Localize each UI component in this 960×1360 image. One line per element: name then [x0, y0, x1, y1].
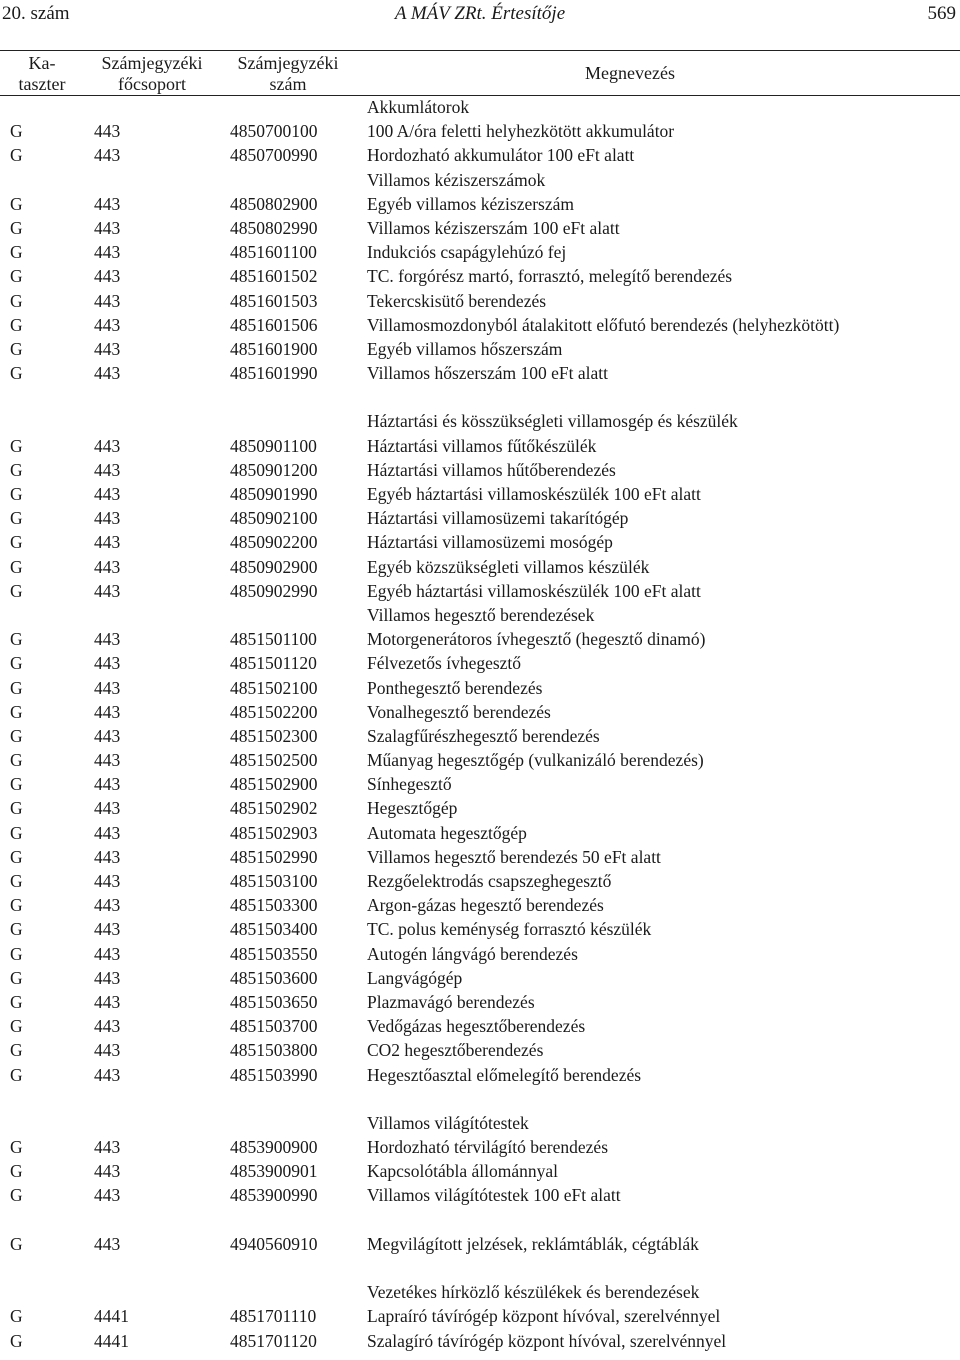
- kataszter-cell: G: [10, 725, 23, 746]
- focsoport-cell: 443: [94, 508, 121, 529]
- table-row: [0, 482, 960, 506]
- kataszter-cell: G: [10, 871, 23, 891]
- table-row: [0, 1014, 960, 1038]
- szam-cell: 4850700990: [230, 145, 318, 166]
- szam-cell: 4851601990: [230, 363, 318, 384]
- table-row: [0, 289, 960, 313]
- page-number: 569: [927, 3, 956, 24]
- kataszter-cell: G: [10, 919, 23, 940]
- kataszter-cell: G: [10, 967, 23, 988]
- table-row: [0, 1135, 960, 1159]
- table-row: [0, 627, 960, 651]
- page-header: [0, 0, 960, 32]
- table-row: [0, 1232, 960, 1256]
- kataszter-cell: G: [10, 1233, 23, 1254]
- szam-cell: 4850901200: [230, 459, 318, 480]
- kataszter-cell: G: [10, 1306, 23, 1327]
- szam-cell: 4851503600: [230, 967, 318, 988]
- focsoport-cell: 443: [94, 193, 121, 214]
- table-row: [0, 772, 960, 796]
- column-header-focsoport: Számjegyzéki főcsoport: [101, 53, 203, 94]
- megnevezes-cell: Indukciós csapágylehúzó fej: [367, 242, 567, 263]
- focsoport-cell: 443: [94, 967, 121, 988]
- kataszter-cell: G: [10, 846, 23, 867]
- issue-number: 20. szám: [2, 3, 70, 24]
- focsoport-cell: 443: [94, 242, 121, 263]
- table-row: [0, 1159, 960, 1183]
- focsoport-cell: 443: [94, 314, 121, 335]
- table-body: [0, 95, 960, 1353]
- section-heading-row: [0, 1111, 960, 1135]
- megnevezes-cell: Egyéb villamos kéziszerszám: [367, 193, 575, 214]
- szam-cell: 4851502900: [230, 774, 318, 795]
- szam-cell: 4851601100: [230, 242, 317, 263]
- column-header-szam: Számjegyzéki szám: [237, 53, 339, 94]
- szam-cell: 4850902900: [230, 556, 318, 577]
- szam-cell: 4850902990: [230, 580, 318, 601]
- focsoport-cell: 443: [94, 1233, 121, 1254]
- megnevezes-cell: Háztartási villamosüzemi mosógép: [367, 532, 613, 553]
- focsoport-cell: 443: [94, 363, 121, 384]
- focsoport-cell: 443: [94, 145, 121, 166]
- table-row: [0, 990, 960, 1014]
- focsoport-cell: 443: [94, 725, 121, 746]
- kataszter-cell: G: [10, 701, 23, 722]
- kataszter-cell: G: [10, 556, 23, 577]
- table-row: [0, 748, 960, 772]
- megnevezes-cell: CO2 hegesztőberendezés: [367, 1040, 544, 1061]
- szam-cell: 4853900900: [230, 1137, 318, 1158]
- megnevezes-cell: Szalagfűrészhegesztő berendezés: [367, 725, 600, 746]
- focsoport-cell: 443: [94, 701, 121, 722]
- szam-cell: 4851503300: [230, 895, 318, 916]
- table-row: [0, 434, 960, 458]
- megnevezes-cell: Argon-gázas hegesztő berendezés: [367, 895, 604, 916]
- megnevezes-cell: Hegesztőgép: [367, 798, 458, 819]
- szam-cell: 4850802990: [230, 217, 318, 238]
- focsoport-cell: 443: [94, 919, 121, 940]
- table-row: [0, 579, 960, 603]
- focsoport-cell: 443: [94, 1137, 121, 1158]
- table-column-headers: [0, 51, 960, 95]
- focsoport-cell: 443: [94, 677, 121, 698]
- megnevezes-cell: Lapraíró távírógép központ hívóval, szerelvénnyel: [367, 1306, 721, 1327]
- section-heading-row: [0, 1280, 960, 1304]
- kataszter-cell: G: [10, 508, 23, 529]
- table-row: [0, 966, 960, 990]
- focsoport-cell: 443: [94, 750, 121, 771]
- focsoport-cell: 4441: [94, 1330, 129, 1351]
- megnevezes-cell: Egyéb villamos hőszerszám: [367, 338, 563, 359]
- szam-cell: 4851701110: [230, 1306, 317, 1327]
- focsoport-cell: 443: [94, 121, 121, 142]
- table-row: [0, 700, 960, 724]
- table-row: [0, 143, 960, 167]
- table-row: [0, 1329, 960, 1353]
- column-header-kataszter: Ka- taszter: [18, 53, 66, 94]
- table-row: [0, 724, 960, 748]
- table-row: [0, 1038, 960, 1062]
- focsoport-cell: 443: [94, 290, 121, 311]
- kataszter-cell: G: [10, 266, 23, 287]
- szam-cell: 4850901990: [230, 484, 318, 504]
- szam-cell: 4850700100: [230, 121, 318, 142]
- kataszter-cell: G: [10, 774, 23, 795]
- szam-cell: 4851503700: [230, 1016, 318, 1037]
- table-row: [0, 361, 960, 385]
- megnevezes-cell: Plazmavágó berendezés: [367, 991, 535, 1012]
- section-heading-row: [0, 603, 960, 627]
- table-row: [0, 192, 960, 216]
- megnevezes-cell: Háztartási villamosüzemi takarítógép: [367, 508, 629, 529]
- section-heading: Háztartási és kösszükségleti villamosgép és készülék: [367, 411, 738, 432]
- szam-cell: 4851502300: [230, 725, 318, 746]
- megnevezes-cell: Vedőgázas hegesztőberendezés: [367, 1016, 586, 1037]
- table-row: [0, 506, 960, 530]
- megnevezes-cell: Villamos hőszerszám 100 eFt alatt: [367, 363, 608, 384]
- focsoport-cell: 443: [94, 1040, 121, 1061]
- focsoport-cell: 443: [94, 895, 121, 916]
- megnevezes-cell: Villamos hegesztő berendezés 50 eFt alatt: [367, 846, 661, 867]
- megnevezes-cell: 100 A/óra feletti helyhezkötött akkumulátor: [367, 121, 675, 142]
- szam-cell: 4851503400: [230, 919, 318, 940]
- megnevezes-cell: Szalagíró távírógép központ hívóval, szerelvénnyel: [367, 1330, 727, 1351]
- kataszter-cell: G: [10, 145, 23, 166]
- kataszter-cell: G: [10, 750, 23, 771]
- table-row: [0, 676, 960, 700]
- kataszter-cell: G: [10, 338, 23, 359]
- kataszter-cell: G: [10, 1064, 23, 1085]
- szam-cell: 4851601506: [230, 314, 318, 335]
- kataszter-cell: G: [10, 314, 23, 335]
- table-row: [0, 893, 960, 917]
- focsoport-cell: 443: [94, 846, 121, 867]
- table-row: [0, 651, 960, 675]
- megnevezes-cell: Villamos világítótestek 100 eFt alatt: [367, 1185, 621, 1206]
- szam-cell: 4851503650: [230, 991, 318, 1012]
- megnevezes-cell: Autogén lángvágó berendezés: [367, 943, 578, 964]
- table-row: [0, 313, 960, 337]
- megnevezes-cell: Egyéb háztartási villamoskészülék 100 eFt alatt: [367, 580, 701, 601]
- kataszter-cell: G: [10, 629, 23, 650]
- table-row: [0, 264, 960, 288]
- szam-cell: 4851601900: [230, 338, 318, 359]
- kataszter-cell: G: [10, 798, 23, 819]
- megnevezes-cell: Kapcsolótábla állománnyal: [367, 1161, 558, 1182]
- publication-title: A MÁV ZRt. Értesítője: [394, 3, 566, 24]
- kataszter-cell: G: [10, 435, 23, 456]
- section-heading: Akkumlátorok: [367, 97, 470, 117]
- focsoport-cell: 443: [94, 1161, 121, 1182]
- szam-cell: 4853900990: [230, 1185, 318, 1206]
- focsoport-cell: 443: [94, 629, 121, 650]
- section-heading: Villamos kéziszerszámok: [367, 169, 546, 190]
- table-row: [0, 845, 960, 869]
- szam-cell: 4851502100: [230, 677, 318, 698]
- table-row: [0, 337, 960, 361]
- focsoport-cell: 443: [94, 1016, 121, 1037]
- szam-cell: 4850802900: [230, 193, 318, 214]
- megnevezes-cell: Langvágógép: [367, 967, 463, 988]
- megnevezes-cell: Sínhegesztő: [367, 774, 452, 795]
- megnevezes-cell: Hordozható térvilágító berendezés: [367, 1137, 609, 1158]
- focsoport-cell: 443: [94, 943, 121, 964]
- blank-row: [0, 1256, 960, 1280]
- szam-cell: 4851502903: [230, 822, 318, 843]
- focsoport-cell: 4441: [94, 1306, 129, 1327]
- kataszter-cell: G: [10, 532, 23, 553]
- megnevezes-cell: Hegesztőasztal előmelegítő berendezés: [367, 1064, 642, 1085]
- megnevezes-cell: Megvilágított jelzések, reklámtáblák, cégtáblák: [367, 1233, 699, 1254]
- column-header-megnevezes: Megnevezés: [585, 63, 675, 83]
- table-row: [0, 869, 960, 893]
- kataszter-cell: G: [10, 290, 23, 311]
- szam-cell: 4853900901: [230, 1161, 318, 1182]
- szam-cell: 4851503100: [230, 871, 318, 891]
- kataszter-cell: G: [10, 1330, 23, 1351]
- kataszter-cell: G: [10, 193, 23, 214]
- megnevezes-cell: Ponthegesztő berendezés: [367, 677, 543, 698]
- section-heading: Villamos világítótestek: [367, 1112, 529, 1133]
- megnevezes-cell: Vonalhegesztő berendezés: [367, 701, 551, 722]
- table-row: [0, 216, 960, 240]
- table-row: [0, 240, 960, 264]
- kataszter-cell: G: [10, 1161, 23, 1182]
- blank-row: [0, 1208, 960, 1232]
- kataszter-cell: G: [10, 822, 23, 843]
- megnevezes-cell: Villamosmozdonyból átalakitott előfutó berendezés (helyhezkötött): [367, 314, 840, 335]
- megnevezes-cell: Háztartási villamos fűtőkészülék: [367, 435, 597, 456]
- szam-cell: 4940560910: [230, 1233, 318, 1254]
- megnevezes-cell: Tekercskisütő berendezés: [367, 290, 547, 311]
- megnevezes-cell: Motorgenerátoros ívhegesztő (hegesztő dinamó): [367, 629, 706, 650]
- blank-row: [0, 1087, 960, 1111]
- kataszter-cell: G: [10, 121, 23, 142]
- szam-cell: 4851502990: [230, 846, 318, 867]
- section-heading: Vezetékes hírközlő készülékek és berendezések: [367, 1282, 700, 1303]
- blank-row: [0, 385, 960, 409]
- kataszter-cell: G: [10, 653, 23, 674]
- table-row: [0, 821, 960, 845]
- table-row: [0, 1304, 960, 1328]
- szam-cell: 4850902200: [230, 532, 318, 553]
- szam-cell: 4851701120: [230, 1330, 317, 1351]
- section-heading: Villamos hegesztő berendezések: [367, 604, 595, 625]
- kataszter-cell: G: [10, 242, 23, 263]
- megnevezes-cell: Automata hegesztőgép: [367, 822, 527, 843]
- kataszter-cell: G: [10, 677, 23, 698]
- section-heading-row: [0, 168, 960, 192]
- focsoport-cell: 443: [94, 266, 121, 287]
- szam-cell: 4851501120: [230, 653, 317, 674]
- szam-cell: 4851503990: [230, 1064, 318, 1085]
- section-heading-row: [0, 95, 960, 119]
- megnevezes-cell: TC. polus keménység forrasztó készülék: [367, 919, 652, 940]
- szam-cell: 4850901100: [230, 435, 317, 456]
- focsoport-cell: 443: [94, 798, 121, 819]
- table-row: [0, 119, 960, 143]
- kataszter-cell: G: [10, 484, 23, 504]
- kataszter-cell: G: [10, 1016, 23, 1037]
- megnevezes-cell: Villamos kéziszerszám 100 eFt alatt: [367, 217, 620, 238]
- megnevezes-cell: Egyéb közszükségleti villamos készülék: [367, 556, 650, 577]
- megnevezes-cell: Félvezetős ívhegesztő: [367, 653, 522, 674]
- focsoport-cell: 443: [94, 991, 121, 1012]
- megnevezes-cell: Háztartási villamos hűtőberendezés: [367, 459, 616, 480]
- kataszter-cell: G: [10, 943, 23, 964]
- szam-cell: 4851501100: [230, 629, 317, 650]
- table-row: [0, 530, 960, 554]
- szam-cell: 4851601502: [230, 266, 318, 287]
- focsoport-cell: 443: [94, 338, 121, 359]
- focsoport-cell: 443: [94, 556, 121, 577]
- focsoport-cell: 443: [94, 459, 121, 480]
- focsoport-cell: 443: [94, 217, 121, 238]
- szam-cell: 4851502200: [230, 701, 318, 722]
- megnevezes-cell: Műanyag hegesztőgép (vulkanizáló berendezés): [367, 750, 704, 771]
- focsoport-cell: 443: [94, 822, 121, 843]
- focsoport-cell: 443: [94, 580, 121, 601]
- szam-cell: 4850902100: [230, 508, 318, 529]
- focsoport-cell: 443: [94, 1064, 121, 1085]
- szam-cell: 4851502500: [230, 750, 318, 771]
- szam-cell: 4851502902: [230, 798, 318, 819]
- focsoport-cell: 443: [94, 484, 121, 504]
- focsoport-cell: 443: [94, 774, 121, 795]
- szam-cell: 4851503800: [230, 1040, 318, 1061]
- table-row: [0, 942, 960, 966]
- szam-cell: 4851601503: [230, 290, 318, 311]
- focsoport-cell: 443: [94, 1185, 121, 1206]
- kataszter-cell: G: [10, 459, 23, 480]
- kataszter-cell: G: [10, 1185, 23, 1206]
- kataszter-cell: G: [10, 217, 23, 238]
- section-heading-row: [0, 409, 960, 433]
- kataszter-cell: G: [10, 363, 23, 384]
- megnevezes-cell: Egyéb háztartási villamoskészülék 100 eFt alatt: [367, 484, 701, 504]
- table-row: [0, 1063, 960, 1087]
- focsoport-cell: 443: [94, 532, 121, 553]
- kataszter-cell: G: [10, 991, 23, 1012]
- kataszter-cell: G: [10, 580, 23, 601]
- kataszter-cell: G: [10, 1137, 23, 1158]
- table-row: [0, 555, 960, 579]
- megnevezes-cell: Hordozható akkumulátor 100 eFt alatt: [367, 145, 635, 166]
- focsoport-cell: 443: [94, 653, 121, 674]
- table-row: [0, 917, 960, 941]
- kataszter-cell: G: [10, 1040, 23, 1061]
- kataszter-cell: G: [10, 895, 23, 916]
- table-row: [0, 796, 960, 820]
- megnevezes-cell: TC. forgórész martó, forrasztó, melegítő berendezés: [367, 266, 733, 287]
- megnevezes-cell: Rezgőelektrodás csapszeghegesztő: [367, 871, 612, 891]
- focsoport-cell: 443: [94, 871, 121, 891]
- table-row: [0, 458, 960, 482]
- focsoport-cell: 443: [94, 435, 121, 456]
- table-row: [0, 1183, 960, 1207]
- szam-cell: 4851503550: [230, 943, 318, 964]
